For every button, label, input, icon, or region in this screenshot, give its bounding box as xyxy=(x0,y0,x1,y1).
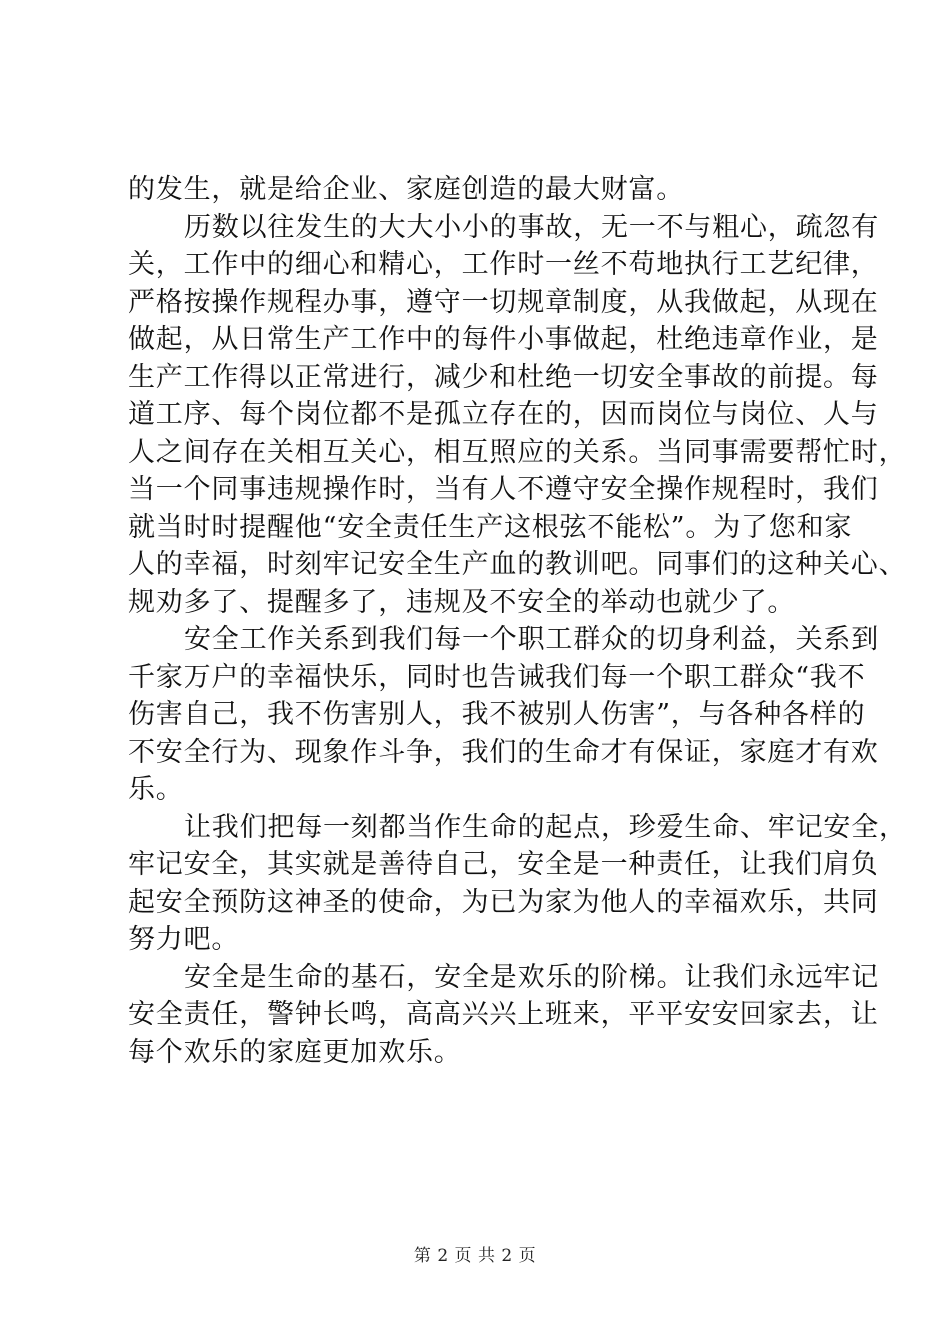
text-line: 伤害自己，我不伤害别人，我不被别人伤害”，与各种各样的 xyxy=(128,699,866,730)
text-line: 乐。 xyxy=(128,774,184,805)
paragraph-start-line: 安全是生命的基石，安全是欢乐的阶梯。让我们永远牢记 xyxy=(184,961,879,993)
paragraph-start-line: 让我们把每一刻都当作生命的起点，珍爱生命、牢记安全， xyxy=(184,811,907,843)
text-line: 牢记安全，其实就是善待自己，安全是一种责任，让我们肩负 xyxy=(128,849,879,880)
paragraph-start-line: 安全工作关系到我们每一个职工群众的切身利益，关系到 xyxy=(184,624,879,655)
text-line: 就当时时提醒他“安全责任生产这根弦不能松”。为了您和家 xyxy=(128,511,853,543)
text-line: 的发生，就是给企业、家庭创造的最大财富。 xyxy=(128,174,684,205)
text-line: 人的幸福，时刻牢记安全生产血的教训吧。同事们的这种关心、 xyxy=(128,549,907,580)
text-line: 人之间存在关相互关心，相互照应的关系。当同事需要帮忙时， xyxy=(128,436,907,468)
paragraph-start-line: 历数以往发生的大大小小的事故，无一不与粗心，疏忽有 xyxy=(184,211,879,243)
text-line: 道工序、每个岗位都不是孤立存在的，因而岗位与岗位、人与 xyxy=(128,399,879,430)
page-number-footer: 第 2 页 共 2 页 xyxy=(413,1246,537,1266)
text-line: 每个欢乐的家庭更加欢乐。 xyxy=(128,1036,462,1068)
text-line: 做起，从日常生产工作中的每件小事做起，杜绝违章作业，是 xyxy=(128,324,879,355)
text-line: 安全责任，警钟长鸣，高高兴兴上班来，平平安安回家去，让 xyxy=(128,999,879,1030)
text-line: 严格按操作规程办事，遵守一切规章制度，从我做起，从现在 xyxy=(128,286,879,318)
text-line: 不安全行为、现象作斗争，我们的生命才有保证，家庭才有欢 xyxy=(128,736,879,768)
text-line: 关，工作中的细心和精心，工作时一丝不苟地执行工艺纪律， xyxy=(128,249,879,280)
text-line: 规劝多了、提醒多了，违规及不安全的举动也就少了。 xyxy=(128,586,796,618)
text-line: 千家万户的幸福快乐，同时也告诫我们每一个职工群众“我不 xyxy=(128,661,866,693)
text-line: 生产工作得以正常进行，减少和杜绝一切安全事故的前提。每 xyxy=(128,361,879,393)
text-line: 起安全预防这神圣的使命，为已为家为他人的幸福欢乐，共同 xyxy=(128,886,879,918)
text-line: 当一个同事违规操作时，当有人不遵守安全操作规程时，我们 xyxy=(128,474,879,505)
document-body xyxy=(128,171,907,1071)
text-line: 努力吧。 xyxy=(128,924,240,955)
